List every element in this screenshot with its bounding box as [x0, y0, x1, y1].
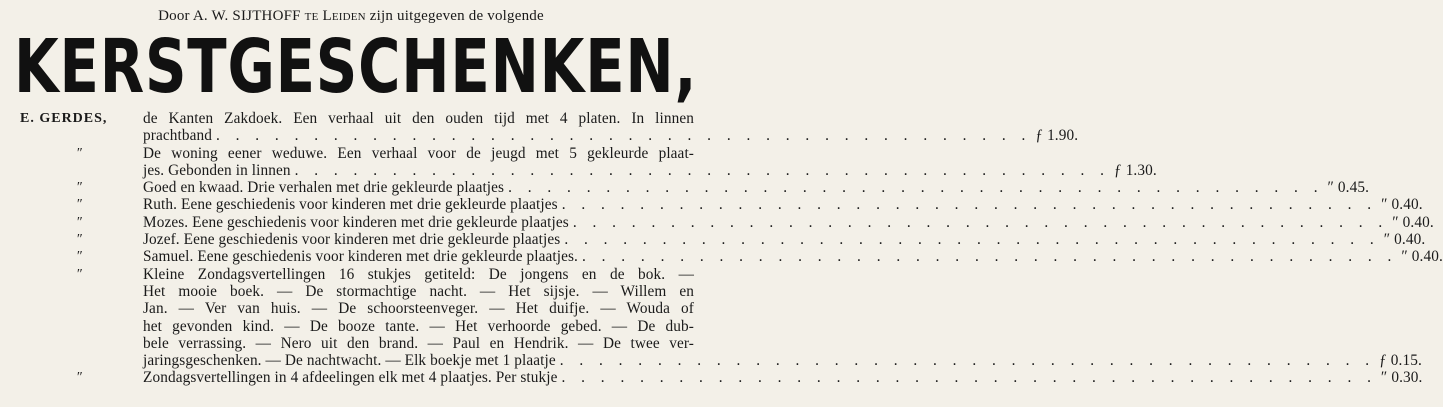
price: ″ 0.40.	[1383, 231, 1426, 249]
entry-text: bele verrassing. — Nero uit den brand. — Paul en Hendrik. — De twee ver-	[143, 334, 694, 352]
list-item	[0, 231, 1426, 249]
entry-text: jes. Gebonden in linnen	[143, 161, 291, 179]
ditto-mark: ″	[76, 249, 82, 265]
price: ƒ 1.90.	[1035, 127, 1079, 145]
ditto-mark: ″	[76, 370, 82, 386]
list-item	[0, 196, 1423, 214]
dot-leader: . . . . . . . . . . . . . . . . . . . . . . . . . . . . . . . . . . . . . . . . . .	[294, 161, 1111, 179]
list-item	[0, 369, 1423, 387]
dot-leader: . . . . . . . . . . . . . . . . . . . . . . . . . . . . . . . . . . . . . . . . . .	[559, 352, 1376, 370]
entry-text: Mozes. Eene geschiedenis voor kinderen met drie gekleurde plaatjes	[143, 213, 569, 231]
dot-leader: . . . . . . . . . . . . . . . . . . . . . . . . . . . . . . . . . . . . . . . . . .	[215, 127, 1032, 145]
entry-text: Jozef. Eene geschiedenis voor kinderen met drie gekleurde plaatjes	[143, 231, 561, 249]
intro-te: te	[300, 8, 323, 24]
price: ″ 0.30.	[1380, 369, 1423, 387]
ditto-mark: ″	[76, 197, 82, 213]
price: ″ 0.45.	[1327, 179, 1370, 197]
ditto-mark: ″	[76, 266, 82, 282]
list-item	[0, 265, 1422, 370]
list-item	[0, 144, 1157, 180]
ditto-mark: ″	[76, 145, 82, 161]
dot-leader: . . . . . . . . . . . . . . . . . . . . . . . . . . . . . . . . . . . . . . . . . .	[581, 248, 1398, 266]
intro-pre: Door	[158, 8, 193, 24]
list-item	[0, 213, 1434, 231]
entry-text: Goed en kwaad. Drie verhalen met drie gekleurde plaatjes	[143, 179, 505, 197]
book-list	[0, 110, 1443, 387]
list-item	[0, 179, 1370, 197]
publisher-intro	[0, 8, 702, 25]
list-item	[0, 248, 1443, 266]
publisher-name: A. W. SIJTHOFF	[192, 8, 301, 24]
entry-text: Kleine Zondagsvertellingen 16 stukjes getiteld: De jongens en de bok. —	[143, 265, 694, 283]
entry-text: de Kanten Zakdoek. Een verhaal uit den ouden tijd met 4 platen. In linnen	[143, 110, 694, 127]
dot-leader: . . . . . . . . . . . . . . . . . . . . . . . . . . . . . . . . . . . . . . . . . .	[572, 213, 1389, 231]
entry-text: het gevonden kind. — De booze tante. — Het verhoorde gebed. — De dub-	[143, 317, 694, 335]
entry-text: Ruth. Eene geschiedenis voor kinderen met drie gekleurde plaatjes	[143, 196, 558, 214]
price: ƒ 1.30.	[1114, 161, 1157, 179]
dot-leader: . . . . . . . . . . . . . . . . . . . . . . . . . . . . . . . . . . . . . . . . . .	[564, 231, 1380, 249]
price: ƒ 0.15.	[1379, 352, 1422, 370]
entry-text: jaringsgeschenken. — De nachtwacht. — Elk boekje met 1 plaatje	[143, 352, 556, 370]
price: ″ 0.40.	[1401, 248, 1443, 266]
author-name: E. GERDES,	[20, 111, 108, 126]
price: ″ 0.40.	[1381, 196, 1423, 214]
dot-leader: . . . . . . . . . . . . . . . . . . . . . . . . . . . . . . . . . . . . . . . . . .	[561, 369, 1377, 387]
page-title: KERSTGESCHENKEN,	[14, 24, 698, 110]
ditto-mark: ″	[76, 232, 82, 248]
entry-text: prachtband	[143, 127, 212, 145]
entry-text: De woning eener weduwe. Een verhaal voor de jeugd met 5 gekleurde plaat-	[143, 144, 694, 162]
entry-text: Samuel. Eene geschiedenis voor kinderen met drie gekleurde plaatjes.	[143, 248, 578, 266]
ditto-mark: ″	[76, 214, 82, 230]
entry-text: Zondagsvertellingen in 4 afdeelingen elk met 4 plaatjes. Per stukje	[143, 369, 558, 387]
price: ″ 0.40.	[1392, 213, 1434, 231]
list-item	[0, 110, 1079, 145]
dot-leader: . . . . . . . . . . . . . . . . . . . . . . . . . . . . . . . . . . . . . . . . . .	[508, 179, 1324, 197]
publisher-city: Leiden	[322, 8, 366, 24]
intro-post: zijn uitgegeven de volgende	[365, 8, 544, 24]
dot-leader: . . . . . . . . . . . . . . . . . . . . . . . . . . . . . . . . . . . . . . . . . .	[561, 196, 1378, 214]
entry-text: Jan. — Ver van huis. — De schoorsteenveger. — Het duifje. — Wouda of	[143, 300, 694, 318]
ditto-mark: ″	[76, 180, 82, 196]
entry-text: Het mooie boek. — De stormachtige nacht. — Het sijsje. — Willem en	[143, 282, 694, 300]
